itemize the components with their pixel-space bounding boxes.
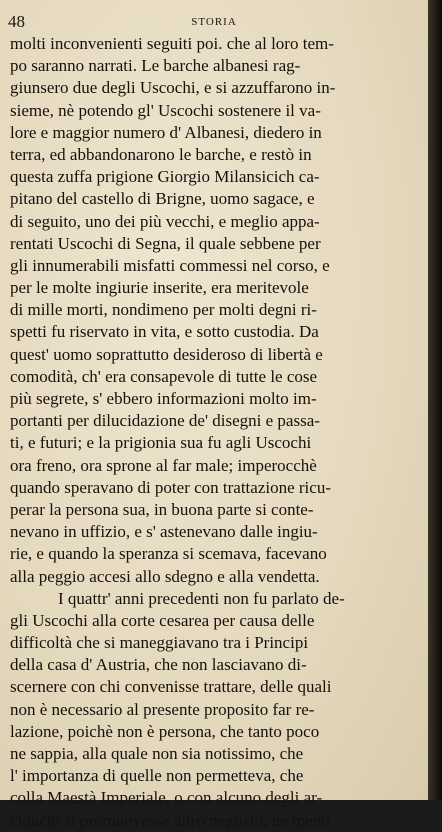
text-line: della casa d' Austria, che non lasciavano di- bbox=[10, 655, 307, 675]
text-line: giunsero due degli Uscochi, e si azzuffarono in- bbox=[10, 78, 336, 98]
text-line: gli innumerabili misfatti commessi nel corso, e bbox=[10, 255, 330, 275]
body-text bbox=[10, 33, 428, 832]
text-line: terra, ed abbandonarono le barche, e restò in bbox=[10, 144, 312, 164]
text-line: po saranno narrati. Le barche albanesi rag- bbox=[10, 56, 301, 76]
text-line: l' importanza di quelle non permetteva, che bbox=[10, 766, 304, 786]
text-line: nevano in uffizio, e s' astenevano dalle ingiu- bbox=[10, 522, 318, 542]
text-line: ti, e futuri; e la prigionia sua fu agli Uscochi bbox=[10, 433, 312, 453]
paragraph-2 bbox=[10, 588, 428, 832]
text-line: lazione, poichè non è persona, che tanto poco bbox=[10, 721, 320, 741]
text-line: lore e maggior numero d' Albanesi, diedero in bbox=[10, 122, 322, 142]
text-line: gli Uscochi alla corte cesarea per causa delle bbox=[10, 610, 315, 630]
text-line: quando speravano di poter con trattazione ricu- bbox=[10, 477, 331, 497]
text-line: spetti fu riservato in vita, e sotto custodia. Da bbox=[10, 322, 319, 342]
text-line: comodità, ch' era consapevole di tutte le cose bbox=[10, 366, 318, 386]
text-line: quest' uomo soprattutto desideroso di libertà e bbox=[10, 344, 323, 364]
text-line: molti inconvenienti seguiti poi. che al loro tem- bbox=[10, 34, 334, 53]
text-line: di mille morti, nondimeno per molti degni ri- bbox=[10, 300, 317, 320]
paragraph-1 bbox=[10, 33, 428, 588]
text-line: più segrete, s' ebbero informazioni molto im- bbox=[10, 389, 317, 408]
text-line: pitano del castello di Brigne, uomo sagace, e bbox=[10, 189, 315, 209]
running-head: STORIA bbox=[191, 16, 237, 28]
text-line: perar la persona sua, in buona parte si conte- bbox=[10, 499, 314, 519]
text-line: questa zuffa prigione Giorgio Milansicich ca- bbox=[10, 167, 320, 187]
text-line: per le molte ingiurie inserite, era meritevole bbox=[10, 278, 309, 298]
text-line: ne sappia, alla quale non sia notissimo, che bbox=[10, 744, 304, 763]
text-line: di seguito, uno dei più vecchi, e meglio appa- bbox=[10, 211, 320, 231]
text-line: scernere con chi convenisse trattare, delle quali bbox=[10, 677, 332, 697]
text-line: ora freno, ora sprone al far male; imperocchè bbox=[10, 455, 317, 475]
text-line: non è necessario al presente proposito far re- bbox=[10, 699, 315, 719]
text-line: colla Maestà Imperiale, o con alcuno degli ar- bbox=[10, 788, 323, 808]
page-number: 48 bbox=[8, 12, 25, 31]
text-line: sieme, nè potendo gl' Uscochi sostenere il va- bbox=[10, 100, 321, 120]
text-line: difficoltà che si maneggiavano tra i Principi bbox=[10, 633, 309, 653]
text-line: alla peggio accesi allo sdegno e alla vendetta. bbox=[10, 566, 320, 586]
text-line: I quattr' anni precedenti non fu parlato de- bbox=[58, 588, 345, 608]
book-gutter bbox=[428, 0, 442, 800]
text-line: rie, e quando la speranza si scemava, facevano bbox=[10, 544, 327, 564]
text-line: portanti per dilucidazione de' disegni e passa- bbox=[10, 411, 320, 431]
text-line: rentati Uscochi di Segna, il quale sebbene per bbox=[10, 233, 321, 253]
text-line: ciduchi si promuovesse altro negozio, nè meno bbox=[10, 810, 330, 830]
